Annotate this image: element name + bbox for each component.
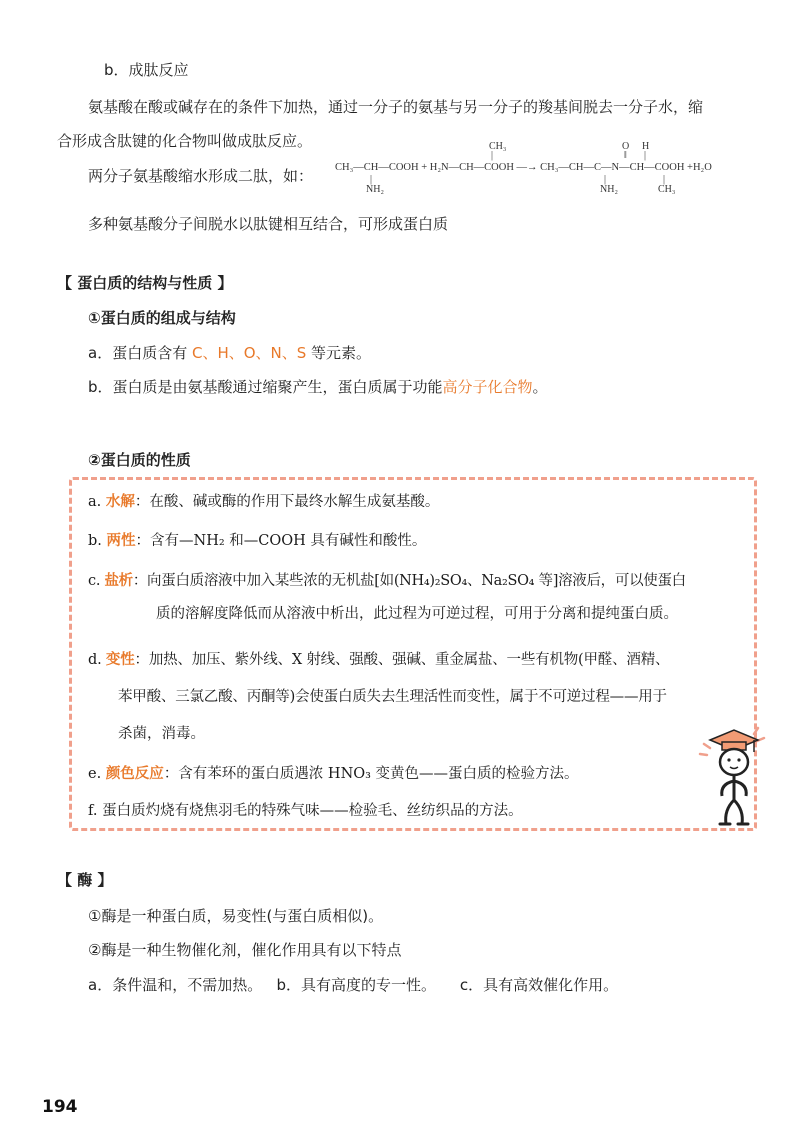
property-keyword: 两性 <box>106 532 136 549</box>
formula-main: CH₃—CH—COOH + H₂N—CH—COOH —→ CH₃—CH—C—N—CH—COOH +H₂O <box>335 162 712 173</box>
subsection-title: ②蛋白质的性质 <box>88 451 191 469</box>
list-item: ②酶是一种生物催化剂，催化作用具有以下特点 <box>88 941 402 959</box>
formula-nh2: NH₂ <box>366 184 384 195</box>
property-item-continued: 质的溶解度降低而从溶液中析出，此过程为可逆过程，可用于分离和提纯蛋白质。 <box>156 606 678 622</box>
page-number: 194 <box>42 1097 78 1117</box>
graduate-cartoon-icon <box>690 718 772 830</box>
list-item: a．条件温和，不需加热。 b．具有高度的专一性。 c．具有高效催化作用。 <box>88 976 619 994</box>
property-item: b. 两性：含有—NH₂ 和—COOH 具有碱性和酸性。 <box>88 532 427 549</box>
property-item-continued: 苯甲酸、三氯乙酸、丙酮等)会使蛋白质失去生理活性而变性，属于不可逆过程——用于 <box>118 689 667 705</box>
highlight-text: 高分子化合物 <box>442 378 533 396</box>
list-item: a．蛋白质含有 C、H、O、N、S 等元素。 <box>88 344 372 362</box>
property-item: d. 变性：加热、加压、紫外线、X 射线、强酸、强碱、重金属盐、一些有机物(甲醛、酒精、 <box>88 651 670 668</box>
section-heading: 【 蛋白质的结构与性质 】 <box>57 274 233 292</box>
property-keyword: 变性 <box>105 651 135 668</box>
property-item: f. 蛋白质灼烧有烧焦羽毛的特殊气味——检验毛、丝纺织品的方法。 <box>88 803 523 819</box>
formula-bond: ‖ <box>624 150 627 161</box>
property-item: a. 水解：在酸、碱或酶的作用下最终水解生成氨基酸。 <box>88 493 440 510</box>
section-b-title: b．成肽反应 <box>104 61 189 79</box>
paragraph-line: 合形成含肽键的化合物叫做成肽反应。 <box>57 132 313 150</box>
formula-bond: | <box>370 174 373 185</box>
highlight-text: C、H、O、N、S <box>191 344 307 362</box>
property-keyword: 盐析 <box>104 572 133 589</box>
formula-nh2: NH₂ <box>600 184 618 195</box>
formula-bond: | <box>604 174 607 185</box>
formula-ch3-top: CH₃ <box>489 141 507 152</box>
property-item: e. 颜色反应：含有苯环的蛋白质遇浓 HNO₃ 变黄色——蛋白质的检验方法。 <box>88 765 579 782</box>
property-keyword: 水解 <box>105 493 135 510</box>
formula-o-label: O <box>622 141 630 152</box>
property-keyword: 颜色反应 <box>105 765 164 782</box>
list-item: b．蛋白质是由氨基酸通过缩聚产生，蛋白质属于功能高分子化合物。 <box>88 378 548 396</box>
list-item: ①酶是一种蛋白质，易变性(与蛋白质相似)。 <box>88 907 384 925</box>
paragraph-line: 氨基酸在酸或碱存在的条件下加热，通过一分子的氨基与另一分子的羧基间脱去一分子水，缩 <box>88 98 704 116</box>
formula-bond: | <box>663 174 666 185</box>
example-intro: 两分子氨基酸缩水形成二肽，如： <box>88 167 314 185</box>
formula-bond: | <box>491 150 494 161</box>
property-item: c. 盐析：向蛋白质溶液中加入某些浓的无机盐[如(NH₄)₂SO₄、Na₂SO₄ 等]溶液后，可以使蛋白 <box>88 572 686 589</box>
property-item-continued: 杀菌，消毒。 <box>118 726 205 742</box>
formula-h-label: H <box>642 141 650 152</box>
formula-ch3: CH₃ <box>658 184 676 195</box>
section-heading: 【 酶 】 <box>57 871 113 889</box>
subsection-title: ①蛋白质的组成与结构 <box>88 309 236 327</box>
formula-bond: | <box>644 150 647 161</box>
paragraph-line: 多种氨基酸分子间脱水以肽键相互结合，可形成蛋白质 <box>88 215 449 233</box>
